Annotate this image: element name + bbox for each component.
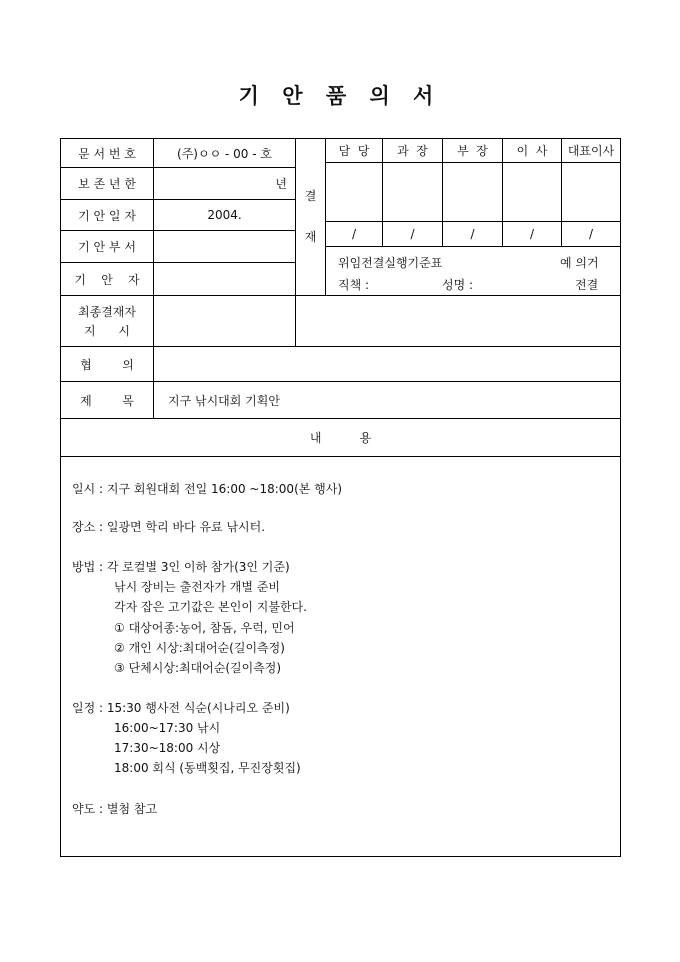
final-approver-label: 최종결재자 [78, 305, 136, 319]
retention-label: 보 존 년 한 [78, 177, 136, 191]
signature-box-staff[interactable] [326, 163, 382, 221]
method-line: 낚시 장비는 출전자가 개별 준비 [114, 580, 280, 594]
itinerary-line: 17:30~18:00 시상 [114, 741, 221, 755]
signature-box-department-head[interactable] [443, 163, 502, 221]
cooperation-label: 협 의 [80, 357, 134, 372]
role-staff: 담 당 [338, 144, 370, 158]
final-approver-value[interactable] [154, 296, 295, 346]
content-header: 내 용 [309, 431, 372, 445]
signature-box-ceo[interactable] [562, 163, 620, 221]
delegation-standard: 위임전결실행기준표 [338, 256, 443, 270]
method-line: 각자 잡은 고기값은 본인이 지불한다. [114, 600, 307, 614]
signature-box-section-chief[interactable] [383, 163, 442, 221]
drafter-value[interactable] [154, 263, 295, 295]
final-approver-instruction[interactable] [296, 296, 620, 346]
approval-divider [325, 246, 621, 247]
method-line: ① 대상어종:농어, 참돔, 우럭, 민어 [114, 621, 295, 635]
name-label: 성명 : [442, 278, 474, 292]
date-slash[interactable]: / [470, 227, 475, 241]
method-line: ② 개인 시상:최대어순(길이측정) [114, 641, 285, 655]
final-approver-instruction-label: 지 시 [83, 324, 131, 338]
role-director: 이 사 [516, 144, 548, 158]
itinerary-line: 16:00~17:30 낚시 [114, 721, 221, 735]
itinerary-line: 일정 : 15:30 행사전 식순(시나리오 준비) [72, 701, 290, 715]
date-slash[interactable]: / [351, 227, 357, 241]
schedule-line: 일시 : 지구 회원대회 전일 16:00 ~18:00(본 행사) [72, 482, 343, 496]
subject-label: 제 목 [80, 393, 134, 408]
role-department-head: 부 장 [457, 144, 488, 158]
decision-label: 전결 [575, 278, 599, 292]
date-slash[interactable]: / [529, 227, 535, 241]
date-label: 기 안 일 자 [78, 208, 136, 223]
drafter-label: 기 안 자 [74, 272, 140, 287]
date-slash[interactable]: / [410, 227, 415, 241]
method-line: ③ 단체시상:최대어순(길이측정) [114, 661, 282, 675]
itinerary-line: 18:00 회식 (동백횟집, 무진장횟집) [114, 761, 301, 775]
delegation-basis: 예 의거 [560, 256, 599, 270]
doc-no-value[interactable]: (주)ㅇㅇ - 00 - 호 [177, 146, 272, 161]
date-slash[interactable]: / [588, 227, 594, 241]
subject-value[interactable]: 지구 낚시대회 기획안 [168, 393, 280, 408]
cooperation-value[interactable] [154, 347, 620, 381]
document-title: 기 안 품 의 서 [238, 83, 442, 108]
date-value[interactable]: 2004. [207, 208, 242, 222]
doc-no-label: 문 서 번 호 [78, 146, 136, 161]
role-ceo: 대표이사 [567, 144, 615, 158]
row-divider [60, 456, 621, 457]
approval-label-top: 결 [304, 188, 317, 203]
position-label: 직책 : [338, 278, 370, 292]
dept-label: 기 안 부 서 [78, 240, 136, 254]
retention-value[interactable]: 년 [275, 177, 287, 191]
table-border-bottom [60, 856, 621, 857]
dept-value[interactable] [154, 231, 295, 262]
map-line: 약도 : 별첨 참고 [72, 802, 158, 816]
place-line: 장소 : 일광면 학리 바다 유료 낚시터. [72, 520, 266, 534]
signature-box-director[interactable] [503, 163, 561, 221]
approval-label-bottom: 재 [304, 229, 317, 244]
method-line: 방법 : 각 로컬별 3인 이하 참가(3인 기준) [72, 560, 290, 574]
role-section-chief: 과 장 [397, 144, 428, 158]
